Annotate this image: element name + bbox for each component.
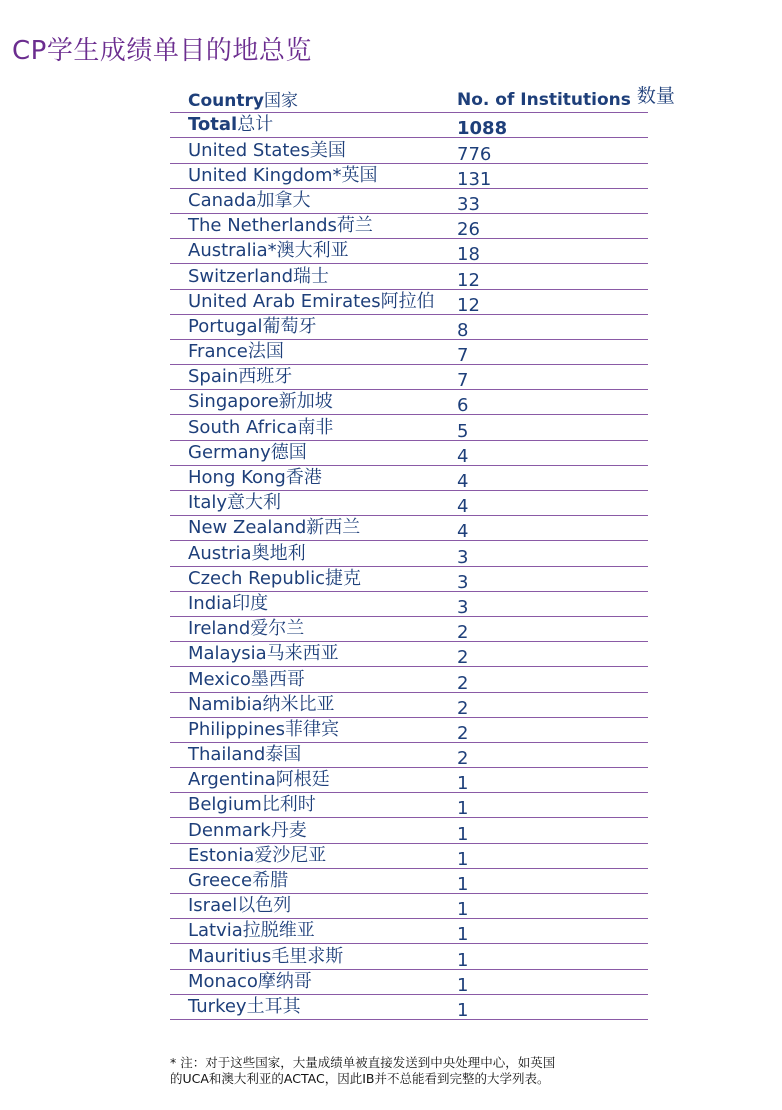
footnote-line-1: * 注：对于这些国家，大量成绩单被直接发送到中央处理中心，如英国 [170, 1055, 556, 1070]
table-body [170, 138, 648, 1020]
count-cell: 2 [457, 722, 469, 744]
country-cell: France法国 [188, 341, 284, 363]
count-cell: 6 [457, 395, 469, 417]
country-cell: Monaco摩纳哥 [188, 970, 312, 992]
count-cell: 2 [457, 672, 469, 694]
count-cell: 33 [457, 193, 480, 215]
country-cell: Namibia纳米比亚 [188, 693, 335, 715]
count-cell: 1 [457, 874, 469, 895]
country-cell: Italy意大利 [188, 492, 282, 514]
count-cell: 2 [457, 748, 469, 770]
count-cell: 4 [457, 521, 469, 543]
count-cell: 2 [457, 647, 469, 669]
count-cell: 1 [457, 773, 469, 795]
country-cell: Ireland爱尔兰 [188, 618, 305, 640]
header-count-cn: 数量 [636, 85, 675, 108]
country-cell: New Zealand新西兰 [188, 517, 361, 539]
country-cell: Czech Republic捷克 [188, 567, 362, 589]
count-cell: 2 [457, 697, 469, 719]
country-cell: Turkey土耳其 [188, 995, 301, 1017]
page-title: CP学生成绩单目的地总览 [12, 36, 312, 66]
count-cell: 3 [457, 546, 469, 568]
count-cell: 4 [457, 496, 469, 518]
table-row [170, 995, 648, 1020]
institutions-table [170, 85, 675, 1021]
count-cell: 3 [457, 571, 469, 593]
country-cell: Latvia拉脱维亚 [188, 920, 315, 942]
count-cell: 1 [457, 899, 469, 921]
header-country [188, 86, 298, 111]
country-cell: Singapore新加坡 [188, 391, 333, 413]
country-cell: Hong Kong香港 [188, 467, 322, 488]
count-cell: 7 [457, 370, 469, 392]
total-label-en: Total [188, 114, 238, 136]
country-cell: Greece希腊 [188, 870, 289, 891]
count-cell: 1 [457, 949, 469, 971]
total-value: 1088 [457, 118, 508, 140]
country-cell: Switzerland瑞士 [188, 265, 329, 287]
country-cell: Philippines菲律宾 [188, 718, 339, 740]
country-cell: Mauritius毛里求斯 [188, 945, 344, 967]
count-cell: 1 [457, 974, 469, 996]
country-cell: South Africa南非 [188, 416, 334, 438]
header-country-cn: 国家 [263, 91, 298, 112]
country-cell: Australia*澳大利亚 [188, 240, 349, 262]
header-country-en: Country [188, 91, 264, 112]
total-label [188, 110, 273, 136]
country-cell: Israel以色列 [188, 895, 292, 917]
country-cell: Mexico墨西哥 [188, 668, 305, 690]
count-cell: 776 [457, 143, 492, 165]
count-cell: 12 [457, 294, 480, 316]
count-cell: 1 [457, 999, 469, 1021]
count-cell: 4 [457, 445, 469, 467]
country-cell: Estonia爱沙尼亚 [188, 844, 327, 866]
count-cell: 1 [457, 823, 469, 845]
country-cell: Denmark丹麦 [188, 819, 307, 841]
count-cell: 5 [457, 420, 469, 442]
footnote-line-2: 的UCA和澳大利亚的ACTAC，因此IB并不总能看到完整的大学列表。 [170, 1071, 550, 1086]
country-cell: Argentina阿根廷 [188, 769, 330, 791]
count-cell: 2 [457, 622, 469, 644]
country-cell: Belgium比利时 [188, 794, 316, 816]
count-cell: 7 [457, 345, 469, 367]
footnote [170, 1055, 650, 1087]
country-cell: The Netherlands荷兰 [188, 215, 373, 237]
country-cell: Portugal葡萄牙 [188, 315, 317, 337]
count-cell: 1 [457, 924, 469, 946]
total-label-cn: 总计 [237, 114, 274, 136]
count-cell: 4 [457, 471, 469, 492]
country-cell: Thailand泰国 [188, 744, 302, 766]
country-cell: India印度 [188, 592, 269, 614]
count-cell: 12 [457, 269, 480, 291]
count-cell: 131 [457, 168, 492, 190]
country-cell: Malaysia马来西亚 [188, 643, 339, 665]
count-cell: 1 [457, 798, 469, 820]
count-cell: 3 [457, 596, 469, 618]
count-cell: 8 [457, 319, 469, 341]
country-cell: Germany德国 [188, 441, 307, 463]
country-cell: United Arab Emirates阿拉伯 [188, 290, 435, 312]
country-cell: Spain西班牙 [188, 366, 293, 388]
count-cell: 1 [457, 848, 469, 870]
country-cell: United Kingdom*英国 [188, 164, 378, 186]
country-cell: Canada加拿大 [188, 189, 311, 211]
country-cell: United States美国 [188, 139, 346, 161]
count-cell: 18 [457, 244, 480, 266]
header-count-en: No. of Institutions [457, 90, 631, 111]
count-cell: 26 [457, 219, 480, 241]
header-count [457, 84, 675, 111]
country-cell: Austria奥地利 [188, 542, 306, 564]
